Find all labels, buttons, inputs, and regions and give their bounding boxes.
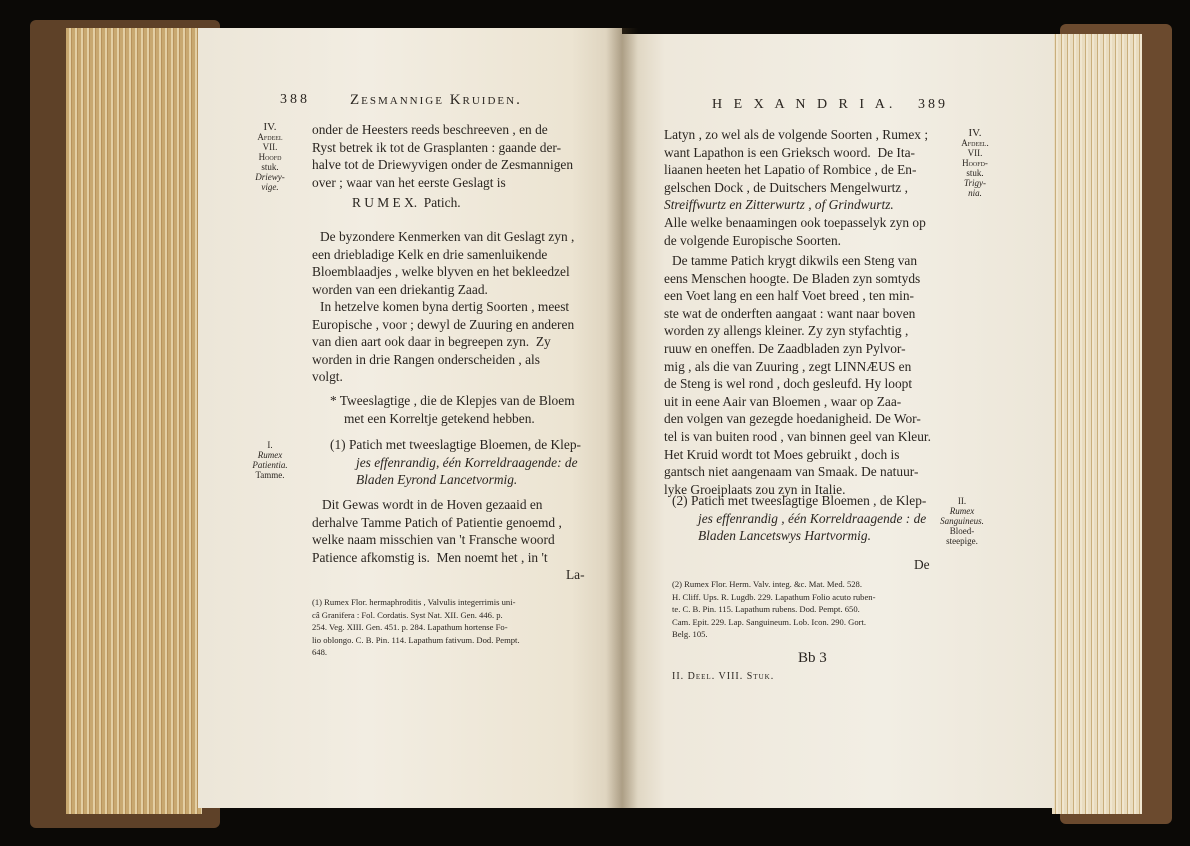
right-margin-note-species: II. Rumex Sanguineus. Bloed- steepige. xyxy=(940,496,984,546)
left-paragraph-3: Dit Gewas wordt in de Hoven gezaaid en derhalve Tamme Patich of Patientie genoemd , welke naam misschien van 't Fransche woord Patience afkomstig is. Men noemt het , in 't xyxy=(312,497,562,565)
left-running-title: Zesmannige Kruiden. xyxy=(350,92,522,108)
left-paragraph-1: De byzondere Kenmerken van dit Geslagt zyn , een driebladige Kelk en drie samenluikende Bloemblaadjes , welke blyven en het bekleedzel worden van een driekantig Zaad. xyxy=(312,229,575,297)
signature-mark: Bb 3 xyxy=(798,650,827,666)
right-paragraph-2: De tamme Patich krygt dikwils een Steng van eens Menschen hoogte. De Bladen zyn somtyds een Voet lang en een half Voet breed , ten min- ste wat de onderften aangaat : want naar boven worden zy allengs kleiner. Zy zyn styfachtig , ruuw en oneffen. De Zaadbladen zyn Pylvor- mig , als die van Zuuring , zegt LINNÆUS en de Steng is wel rond , doch gesleufd. Hy loopt uit in eene Aair van Bloemen , waar op Zaa- den volgen van gezegde hoedanigheid. De Wor- tel is van buiten rood , van binnen geel van Kleur. Het Kruid wordt tot Moes gebruikt , doch is gantsch niet aangenaam van Smaak. De natuur- lyke Groeiplaats zou zyn in Italie. xyxy=(664,253,932,497)
right-margin-note-section: IV. Afdeel. VII. Hoofd- stuk. Trigy- nia. xyxy=(961,127,989,198)
right-paragraph-1: Latyn , zo wel als de volgende Soorten , Rumex ; want Lapathon is een Grieksch woord. De Ita- liaanen heeten het Lapatio of Rombice , de En- gelschen Dock , de Duitschers Mengelwurtz , Streiffwurtz en Zitterwurtz , of Grindwurtz. Alle welke benaamingen ook toepasselyk zyn op de volgende Europische Soorten. xyxy=(664,127,929,248)
species-2-description: (2) Patich met tweeslagtige Bloemen , de Klep- jes effenrandig , één Korreldraagende : de Bladen Lancetswys Hartvormig. xyxy=(672,493,927,544)
left-margin-note-species: I. Rumex Patientia. Tamme. xyxy=(252,440,288,480)
page-edges-left xyxy=(66,28,202,814)
signature-line: II. Deel. VIII. Stuk. xyxy=(672,671,775,682)
left-paragraph-2: In hetzelve komen byna dertig Soorten , meest Europische , voor ; dewyl de Zuuring en anderen van dien aart ook daar in begreepen zyn. Zy worden in drie Rangen onderscheiden , als volgt. xyxy=(312,299,575,385)
left-margin-note-section: IV. Afdeel VII. Hoofd stuk. Driewy- vige. xyxy=(255,121,285,192)
left-footnote: (1) Rumex Flor. hermaphroditis , Valvulis integerrimis uni- câ Granifera : Fol. Cordatis. Syst Nat. XII. Gen. 446. p. 254. Veg. XIII. Gen. 451. p. 284. Lapathum hortense Fo- lio oblongo. C. B. Pin. 114. Lapathum fativum. Dod. Pempt. 648. xyxy=(312,597,520,658)
right-page-number: 389 xyxy=(918,97,948,112)
left-page-number: 388 xyxy=(280,92,310,107)
right-footnote: (2) Rumex Flor. Herm. Valv. integ. &c. Mat. Med. 528. H. Cliff. Ups. R. Lugdb. 229. Lapathum Folio acuto ruben- te. C. B. Pin. 115. Lapathum rubens. Dod. Pempt. 650. Cam. Epit. 229. Lap. Sanguineum. Lob. Icon. 290. Gort. Belg. 105. xyxy=(672,579,876,640)
species-1-description: (1) Patich met tweeslagtige Bloemen, de Klep- jes effenrandig, één Korreldraagende: de Bladen Eyrond Lancetvormig. xyxy=(330,437,581,488)
page-edges-right xyxy=(1052,34,1142,814)
rank-heading: * Tweeslagtige , die de Klepjes van de Bloem met een Korreltje getekend hebben. xyxy=(330,393,575,426)
left-intro-text: onder de Heesters reeds beschreeven , en de Ryst betrek ik tot de Grasplanten : gaande der- halve tot de Driewyvigen onder de Zesmannigen over ; waar van het eerste Geslagt is xyxy=(312,122,574,190)
genus-heading: R U M E X. Patich. xyxy=(352,195,461,210)
right-running-title: H E X A N D R I A. xyxy=(712,97,897,112)
right-catchword: De xyxy=(914,557,930,572)
left-catchword: La- xyxy=(566,567,585,582)
gutter-shadow xyxy=(606,28,638,808)
